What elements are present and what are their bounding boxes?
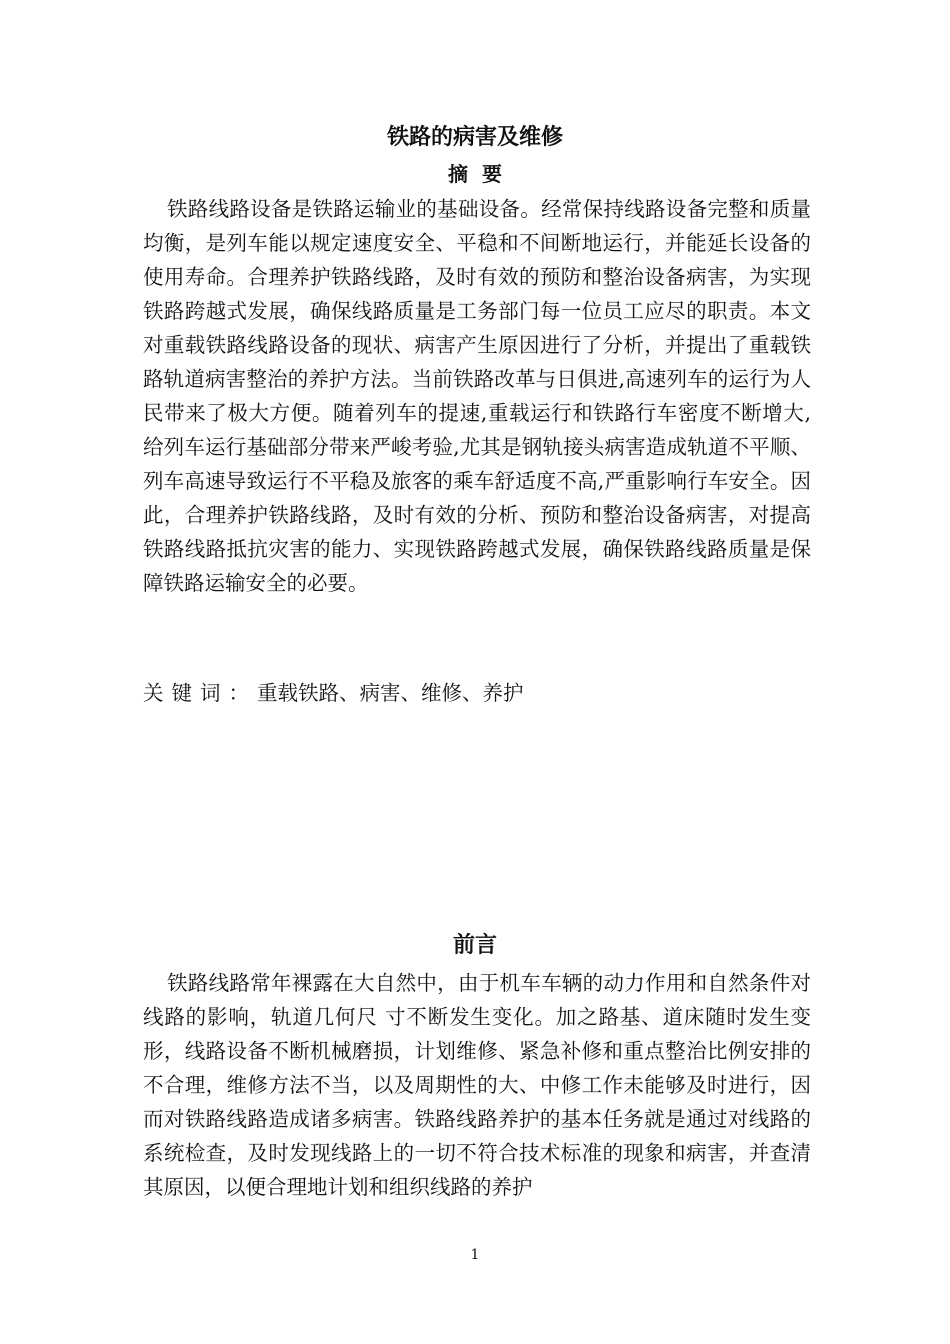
preface-title: 前言 — [452, 932, 497, 958]
preface-paragraph: 铁路线路常年裸露在大自然中，由于机车车辆的动力作用和自然条件对线路的影响，轨道几何尺 寸不断发生变化。加之路基、道床随时发生变形，线路设备不断机械磨损，计划维修、紧急补修和重点整治比例安排的不合理，维修方法不当，以及周期性的大、中修工作未能够及时进行，因而对铁路线路造成诸多病害。铁路线路养护的基本任务就是通过对线路的系统检查，及时发现线路上的一切不符合技术标准的现象和病害，并查清其原因，以便合理地计划和组织线路的养护 — [143, 971, 811, 1199]
keywords-label: 关键词： — [143, 681, 257, 705]
keywords-value: 重载铁路、病害、维修、养护 — [257, 681, 524, 705]
page-number: 1 — [470, 1247, 480, 1263]
keywords-line — [143, 676, 811, 710]
abstract-heading: 摘要 — [448, 162, 516, 186]
abstract-paragraph: 铁路线路设备是铁路运输业的基础设备。经常保持线路设备完整和质量均衡，是列车能以规定速度安全、平稳和不间断地运行，并能延长设备的使用寿命。合理养护铁路线路，及时有效的预防和整治设备病害，为实现铁路跨越式发展，确保线路质量是工务部门每一位员工应尽的职责。本文对重载铁路线路设备的现状、病害产生原因进行了分析，并提出了重载铁路轨道病害整治的养护方法。当前铁路改革与日俱进,高速列车的运行为人民带来了极大方便。随着列车的提速,重载运行和铁路行车密度不断增大,给列车运行基础部分带来严峻考验,尤其是钢轨接头病害造成轨道不平顺、列车高速导致运行不平稳及旅客的乘车舒适度不高,严重影响行车安全。因此，合理养护铁路线路，及时有效的分析、预防和整治设备病害，对提高铁路线路抵抗灾害的能力、实现铁路跨越式发展，确保铁路线路质量是保障铁路运输安全的必要。 — [143, 197, 811, 595]
document-title: 铁路的病害及维修 — [386, 124, 563, 150]
